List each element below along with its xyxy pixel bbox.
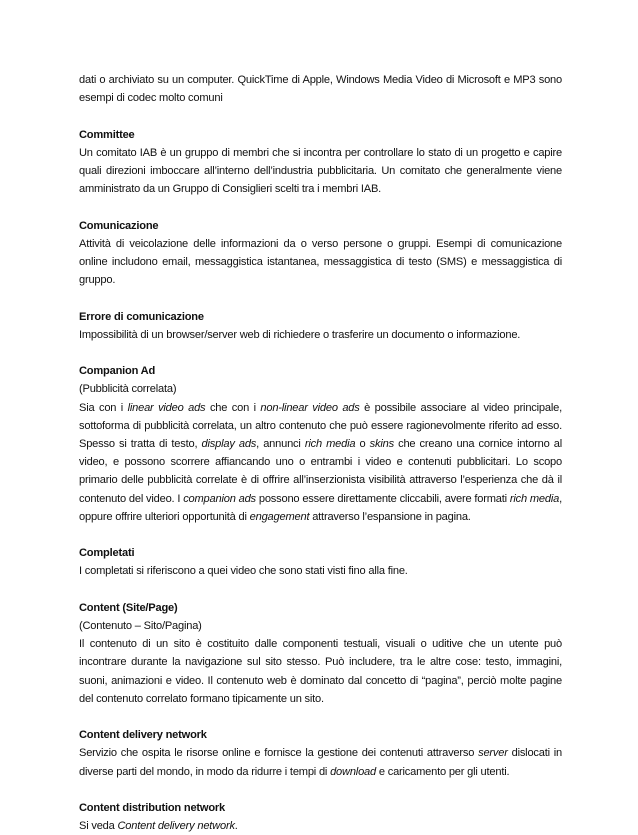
italic-term: engagement (249, 510, 310, 523)
text-run: . (234, 820, 238, 833)
italic-term: display ads (201, 438, 257, 450)
entry-content-delivery-network (79, 726, 562, 781)
italic-term: download (330, 765, 376, 778)
italic-term: linear video ads (127, 401, 206, 414)
entry-body (79, 399, 562, 526)
italic-term: rich media (509, 492, 560, 505)
entry-title: Companion Ad (79, 365, 156, 378)
text-run: o (355, 438, 370, 450)
entry-committee (79, 126, 562, 199)
entry-title: Content (Site/Page) (79, 601, 178, 614)
entry-title: Committee (79, 128, 135, 141)
entry-body: Attività di veicolazione delle informazioni da o verso persone o gruppi. Esempi di comunicazione online includono email, messaggistica istantanea, messaggistica di testo (SMS) e messaggistica di gruppo. (79, 237, 562, 287)
entry-title: Comunicazione (79, 219, 159, 232)
text-run: Sia con i (79, 401, 128, 414)
text-run: Servizio che ospita le risorse online e fornisce la gestione dei contenuti attraverso (79, 747, 479, 760)
spacer (79, 581, 562, 599)
text-run: e caricamento per gli utenti. (375, 765, 510, 778)
spacer (79, 781, 562, 799)
spacer (79, 344, 562, 362)
entry-body: Impossibilità di un browser/server web di richiedere o trasferire un documento o informazione. (79, 328, 521, 341)
document-page (79, 71, 562, 835)
entry-subtitle: (Pubblicità correlata) (79, 383, 177, 396)
text-run: dislocati in diverse parti del mondo, in modo da ridurre i tempi di (79, 747, 562, 778)
entry-companion-ad (79, 362, 562, 526)
text-run: attraverso l’espansione in pagina. (309, 510, 471, 523)
entry-body: Un comitato IAB è un gruppo di membri che si incontra per controllare lo stato di un progetto e capire quali direzioni imboccare all’interno dell’industria pubblicitaria. Un comitato che generalmente viene amministrato da un Gruppo di Consiglieri scelti tra i membri IAB. (79, 146, 562, 196)
entry-body (79, 817, 562, 835)
entry-body: Il contenuto di un sito è costituito dalle componenti testuali, visuali o uditive che un utente può incontrare durante la navigazione sul sito stesso. Può includere, tra le altre cose: testo, immagini, suoni, animazioni e video. Il contenuto web è dominato dal concetto di “pagina”, perciò molte pagine del contenuto correlato formano tipicamente un sito. (79, 638, 562, 705)
entry-subtitle: (Contenuto – Sito/Pagina) (79, 620, 202, 632)
entry-errore-di-comunicazione (79, 308, 562, 344)
italic-term: Content delivery network (117, 820, 235, 833)
italic-term: companion ads (183, 492, 256, 505)
entry-body (79, 744, 562, 780)
intro-paragraph: dati o archiviato su un computer. QuickTime di Apple, Windows Media Video di Microsoft e MP3 sono esempi di codec molto comuni (79, 74, 562, 105)
text-run: che creano una cornice intorno al video, e possono scorrere affiancando uno o entrambi i video e contenuti pubblicitari. Lo scopo primario delle pubblicità correlate è di offrire all’inserzionista visibilità attraverso l’esperienza che dà il contenuto del video. I (79, 438, 563, 505)
spacer (79, 198, 562, 216)
italic-term: rich media (304, 438, 356, 450)
italic-term: server (478, 747, 508, 760)
text-run: possono essere direttamente cliccabili, avere formati (255, 492, 510, 505)
text-run: è possibile associare al video principale, sottoforma di pubblicità correlata, un altro contenuto che può essere ragionevolmente riferito ad esso. Spesso si tratta di testo, (79, 401, 562, 450)
entry-title: Errore di comunicazione (79, 310, 204, 323)
text-run: , oppure offrire ulteriori opportunità di (79, 492, 562, 523)
italic-term: non-linear video ads (260, 401, 360, 414)
spacer (79, 708, 562, 726)
entry-title: Completati (79, 547, 135, 560)
entry-content-site-page (79, 599, 562, 708)
spacer (79, 526, 562, 544)
entry-title: Content delivery network (79, 729, 207, 742)
entry-body: I completati si riferiscono a quei video che sono stati visti fino alla fine. (79, 565, 408, 578)
spacer (79, 107, 562, 125)
italic-term: skins (369, 438, 394, 450)
spacer (79, 289, 562, 307)
entry-comunicazione (79, 217, 562, 290)
text-run: Si veda (79, 820, 118, 833)
entry-title: Content distribution network (79, 802, 226, 814)
entry-completati (79, 544, 562, 580)
text-run: , annunci (256, 438, 305, 450)
text-run: che con i (205, 401, 261, 414)
entry-content-distribution-network (79, 799, 562, 835)
